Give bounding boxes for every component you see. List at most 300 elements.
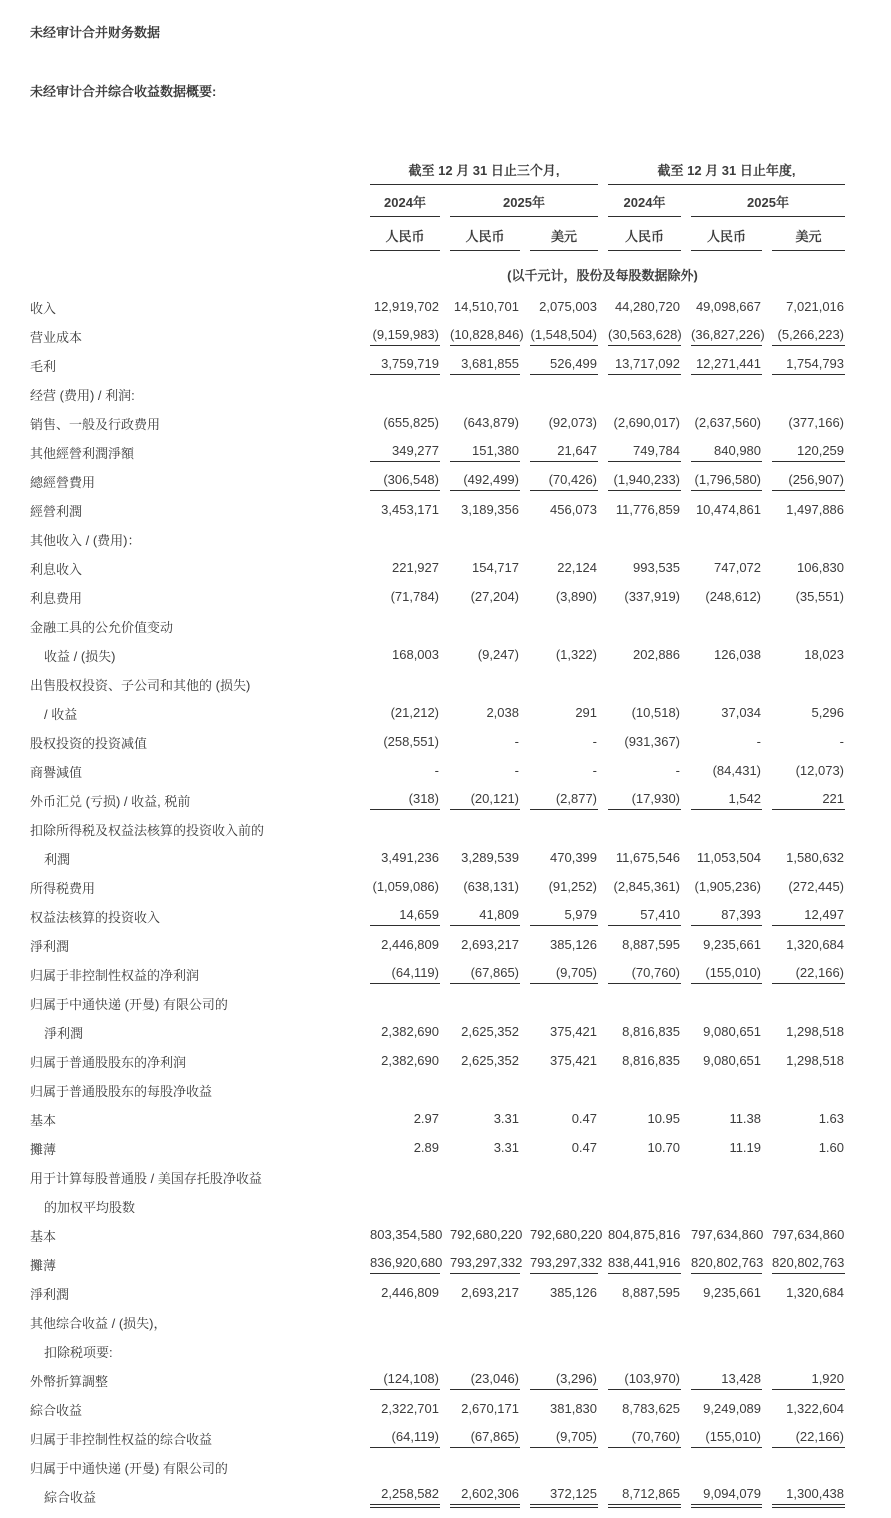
cell-y-2024-rmb — [598, 1424, 681, 1453]
table-row — [30, 1308, 845, 1337]
cell-q-2025-rmb — [440, 728, 520, 757]
cell-q-2025-rmb — [440, 1366, 520, 1395]
currency-header-label: 人民币 — [691, 226, 762, 251]
cell-value: 836,920,680 — [370, 1255, 440, 1274]
cell-y-2025-usd — [762, 1424, 845, 1453]
cell-q-2024-rmb — [360, 554, 440, 583]
table-row — [30, 1105, 845, 1134]
cell-value — [530, 1169, 598, 1186]
cell-y-2025-usd — [762, 960, 845, 989]
cell-q-2024-rmb — [360, 525, 440, 554]
cell-y-2024-rmb — [598, 525, 681, 554]
row-label: 金融工具的公允价值变动 — [30, 620, 174, 635]
cell-value — [691, 1198, 762, 1215]
cell-value — [772, 1169, 845, 1186]
cell-value: (64,119) — [370, 1429, 440, 1448]
table-row — [30, 757, 845, 786]
cell-value: 1,497,886 — [786, 501, 845, 517]
cell-q-2024-rmb — [360, 1453, 440, 1482]
cell-value: (30,563,628) — [608, 327, 681, 346]
cell-q-2025-usd — [520, 757, 598, 786]
cell-q-2025-usd — [520, 670, 598, 699]
cell-q-2025-usd — [520, 380, 598, 409]
cell-y-2025-usd — [762, 1366, 845, 1395]
cell-value: 1,298,518 — [786, 1052, 845, 1068]
cell-y-2025-usd — [762, 1453, 845, 1482]
row-label: 攤薄 — [30, 1142, 57, 1157]
cell-y-2025-usd — [762, 786, 845, 815]
row-label: 出售股权投资、子公司和其他的 (损失) — [30, 678, 251, 693]
cell-value: 375,421 — [550, 1023, 598, 1039]
cell-value: (2,877) — [530, 791, 598, 810]
cell-value: (36,827,226) — [691, 327, 762, 346]
cell-q-2025-rmb — [440, 1308, 520, 1337]
cell-value: 840,980 — [691, 443, 762, 462]
cell-q-2024-rmb — [360, 1221, 443, 1250]
table-row — [30, 1279, 845, 1308]
cell-q-2024-rmb — [360, 438, 440, 467]
cell-q-2025-usd — [520, 583, 598, 612]
cell-value: (17,930) — [608, 791, 681, 810]
row-label-cell — [30, 1337, 360, 1366]
cell-value: (1,322) — [555, 646, 598, 662]
spacer-cell — [30, 156, 360, 188]
cell-value: (91,252) — [548, 878, 598, 894]
cell-y-2025-usd — [762, 583, 845, 612]
cell-value — [608, 676, 681, 693]
cell-value: 3,189,356 — [461, 501, 519, 517]
row-label-cell — [30, 989, 360, 1018]
cell-value: 747,072 — [714, 559, 762, 575]
cell-q-2024-rmb — [360, 1105, 440, 1134]
cell-value: (2,637,560) — [694, 414, 762, 430]
cell-value: 3,681,855 — [450, 356, 520, 375]
cell-y-2024-rmb — [598, 293, 681, 322]
row-label: 其他综合收益 / (损失)， — [30, 1316, 167, 1331]
row-label-cell — [30, 1453, 360, 1482]
cell-y-2024-rmb — [598, 757, 681, 786]
cell-value: 168,003 — [392, 646, 439, 662]
row-label: 外币汇兑 (亏损) / 收益, 税前 — [30, 794, 191, 809]
cell-q-2024-rmb — [360, 902, 440, 931]
cell-q-2025-rmb — [440, 1453, 520, 1482]
cell-q-2025-usd — [520, 438, 598, 467]
cell-value: 381,830 — [550, 1400, 598, 1416]
row-label-cell — [30, 438, 360, 467]
cell-q-2025-usd — [520, 1076, 598, 1105]
row-label-cell — [30, 1279, 360, 1308]
cell-q-2025-rmb — [440, 873, 520, 902]
cell-value: 57,410 — [608, 907, 681, 926]
cell-value — [370, 618, 440, 635]
currency-header — [681, 221, 762, 255]
cell-value: (9,247) — [477, 646, 519, 662]
cell-value — [370, 386, 440, 403]
cell-y-2025-usd — [762, 931, 845, 960]
cell-y-2025-rmb — [681, 786, 762, 815]
cell-value: 21,647 — [530, 443, 598, 462]
row-label: 其他經營利潤淨額 — [30, 446, 135, 461]
cell-value: 3.31 — [493, 1139, 519, 1155]
group-header-quarter-label: 截至 12 月 31 日止三个月, — [370, 160, 598, 185]
cell-q-2025-rmb — [440, 786, 520, 815]
cell-y-2025-rmb — [681, 1250, 762, 1279]
cell-value: 1,320,684 — [786, 936, 845, 952]
cell-q-2024-rmb — [360, 989, 440, 1018]
cell-y-2025-usd — [762, 728, 845, 757]
cell-value — [530, 1314, 598, 1331]
year-header-row — [30, 188, 845, 221]
cell-value: 797,634,860 — [691, 1226, 764, 1242]
cell-value: 14,659 — [370, 907, 440, 926]
cell-q-2025-usd — [520, 1192, 598, 1221]
cell-q-2024-rmb — [360, 409, 440, 438]
cell-value: 9,235,661 — [703, 1284, 762, 1300]
cell-value — [691, 995, 762, 1012]
cell-value — [370, 676, 440, 693]
cell-q-2024-rmb — [360, 873, 440, 902]
cell-q-2024-rmb — [360, 786, 440, 815]
cell-y-2025-usd — [762, 1337, 845, 1366]
cell-y-2025-rmb — [681, 670, 762, 699]
cell-y-2025-rmb — [681, 438, 762, 467]
cell-q-2024-rmb — [360, 641, 440, 670]
cell-value — [450, 995, 520, 1012]
cell-q-2025-usd — [520, 1250, 603, 1279]
cell-q-2024-rmb — [360, 1163, 440, 1192]
cell-y-2025-usd — [762, 351, 845, 380]
row-label: 總經營費用 — [30, 475, 96, 490]
table-row — [30, 960, 845, 989]
cell-value: 7,021,016 — [786, 298, 845, 314]
table-row — [30, 409, 845, 438]
cell-y-2024-rmb — [598, 873, 681, 902]
cell-value — [772, 1082, 845, 1099]
cell-q-2025-usd — [520, 525, 598, 554]
spacer-cell — [30, 221, 360, 255]
cell-value: 349,277 — [370, 443, 440, 462]
cell-value: 11,053,504 — [696, 849, 762, 865]
cell-value: (5,266,223) — [772, 327, 845, 346]
table-body — [30, 293, 845, 1511]
cell-value: (248,612) — [705, 588, 762, 604]
cell-value — [691, 618, 762, 635]
cell-value: 37,034 — [721, 704, 762, 720]
cell-q-2024-rmb — [360, 1192, 440, 1221]
cell-y-2025-rmb — [681, 583, 762, 612]
group-header-year-label: 截至 12 月 31 日止年度, — [608, 160, 845, 185]
cell-q-2024-rmb — [360, 670, 440, 699]
cell-value: 13,428 — [691, 1371, 762, 1390]
cell-value — [370, 1343, 440, 1360]
cell-y-2024-rmb — [598, 467, 681, 496]
cell-value: 456,073 — [550, 501, 598, 517]
cell-q-2025-usd — [520, 1105, 598, 1134]
cell-value: (1,940,233) — [608, 472, 681, 491]
cell-value: 221 — [772, 791, 845, 810]
cell-value: (306,548) — [370, 472, 440, 491]
cell-y-2025-rmb — [681, 380, 762, 409]
row-label: 归属于非控制性权益的综合收益 — [30, 1432, 213, 1447]
cell-value — [530, 1343, 598, 1360]
cell-q-2025-rmb — [440, 1018, 520, 1047]
row-label: 营业成本 — [30, 330, 83, 345]
cell-value: (2,690,017) — [613, 414, 681, 430]
cell-value: (21,212) — [390, 704, 439, 720]
table-row — [30, 322, 845, 351]
cell-value: 526,499 — [530, 356, 598, 375]
currency-header-label: 人民币 — [370, 226, 440, 251]
currency-header-label: 美元 — [772, 226, 845, 251]
cell-y-2025-rmb — [681, 1047, 762, 1076]
cell-value: 1.60 — [818, 1139, 845, 1155]
cell-value: 10.95 — [647, 1110, 681, 1126]
row-label: 扣除税项要: — [44, 1345, 113, 1360]
cell-y-2024-rmb — [598, 641, 681, 670]
cell-y-2025-rmb — [681, 641, 762, 670]
row-label: 攤薄 — [30, 1258, 57, 1273]
section-title: 未经审计合并综合收益数据概要: — [30, 84, 217, 99]
cell-value: 11,776,859 — [615, 501, 681, 517]
cell-value: (71,784) — [390, 588, 439, 604]
cell-value: 1,298,518 — [786, 1023, 845, 1039]
table-row — [30, 1337, 845, 1366]
cell-value: 9,080,651 — [703, 1052, 762, 1068]
cell-value: 470,399 — [550, 849, 598, 865]
cell-value — [370, 1082, 440, 1099]
cell-q-2024-rmb — [360, 815, 440, 844]
cell-value — [370, 821, 440, 838]
cell-q-2025-rmb — [440, 1134, 520, 1163]
cell-y-2025-rmb — [681, 409, 762, 438]
row-label-cell — [30, 931, 360, 960]
row-label-cell — [30, 641, 360, 670]
cell-y-2024-rmb — [598, 1279, 681, 1308]
cell-y-2025-usd — [762, 1134, 845, 1163]
cell-y-2024-rmb — [598, 1308, 681, 1337]
row-label: 归属于中通快递 (开曼) 有限公司的 — [30, 997, 228, 1012]
cell-value: (256,907) — [772, 472, 845, 491]
cell-value: 2,382,690 — [381, 1052, 439, 1068]
cell-value: 10,474,861 — [695, 501, 762, 517]
cell-value — [450, 386, 520, 403]
cell-value — [370, 1198, 440, 1215]
cell-value: - — [756, 733, 762, 749]
cell-q-2025-rmb — [440, 583, 520, 612]
cell-y-2025-usd — [762, 1279, 845, 1308]
row-label-cell — [30, 351, 360, 380]
table-row — [30, 1453, 845, 1482]
table-row — [30, 1482, 845, 1511]
row-label: 归属于普通股股东的净利润 — [30, 1055, 187, 1070]
cell-q-2025-usd — [520, 467, 598, 496]
cell-value: (3,296) — [530, 1371, 598, 1390]
cell-value — [608, 821, 681, 838]
cell-value — [691, 1169, 762, 1186]
cell-q-2025-usd — [520, 1018, 598, 1047]
group-header-year — [598, 156, 845, 188]
cell-value: 2,625,352 — [461, 1052, 519, 1068]
cell-value: 797,634,860 — [772, 1226, 845, 1242]
row-label: 所得税费用 — [30, 881, 96, 896]
cell-q-2025-usd — [520, 989, 598, 1018]
table-row — [30, 728, 845, 757]
row-label: 用于计算每股普通股 / 美国存托股净收益 — [30, 1171, 262, 1186]
cell-y-2025-usd — [762, 612, 845, 641]
cell-value — [691, 1314, 762, 1331]
cell-q-2025-rmb — [440, 409, 520, 438]
cell-y-2025-rmb — [681, 1424, 762, 1453]
cell-q-2025-rmb — [440, 293, 520, 322]
cell-y-2025-usd — [762, 1018, 845, 1047]
cell-y-2025-usd — [762, 293, 845, 322]
cell-y-2025-usd — [762, 322, 845, 351]
group-header-quarter — [360, 156, 598, 188]
cell-value: (10,828,846) — [450, 327, 520, 346]
cell-y-2024-rmb — [598, 1366, 681, 1395]
cell-value — [450, 1459, 520, 1476]
cell-y-2025-rmb — [681, 873, 762, 902]
cell-value: 154,717 — [472, 559, 519, 575]
cell-y-2025-rmb — [681, 322, 765, 351]
cell-q-2025-rmb — [440, 612, 520, 641]
cell-y-2024-rmb — [598, 1047, 681, 1076]
cell-value: 12,497 — [772, 907, 845, 926]
cell-q-2024-rmb — [360, 1047, 440, 1076]
cell-q-2024-rmb — [360, 757, 440, 786]
cell-q-2024-rmb — [360, 1134, 440, 1163]
cell-q-2024-rmb — [360, 1308, 440, 1337]
year-header — [598, 188, 681, 221]
cell-y-2025-rmb — [681, 844, 762, 873]
cell-value: (1,059,086) — [372, 878, 439, 894]
cell-value: 793,297,332 — [530, 1255, 598, 1274]
cell-y-2025-usd — [762, 670, 845, 699]
cell-value — [691, 1082, 762, 1099]
cell-value: 385,126 — [550, 1284, 598, 1300]
row-label: 收益 / (损失) — [44, 649, 116, 664]
row-label: 归属于非控制性权益的净利润 — [30, 968, 200, 983]
row-label: 其他收入 / (费用)： — [30, 533, 141, 548]
cell-value: 2,693,217 — [461, 936, 519, 952]
table-row — [30, 902, 845, 931]
cell-value — [450, 531, 520, 548]
cell-y-2024-rmb — [598, 699, 681, 728]
cell-value — [772, 676, 845, 693]
cell-value: 22,124 — [557, 559, 598, 575]
cell-value: 3,491,236 — [381, 849, 439, 865]
cell-y-2025-usd — [762, 902, 845, 931]
cell-y-2025-usd — [762, 1308, 845, 1337]
cell-y-2024-rmb — [598, 1163, 681, 1192]
cell-value: 11,675,546 — [615, 849, 681, 865]
cell-value: (1,796,580) — [691, 472, 762, 491]
cell-y-2025-usd — [762, 1192, 845, 1221]
cell-value — [772, 386, 845, 403]
cell-y-2025-usd — [762, 1395, 845, 1424]
cell-q-2025-usd — [520, 1279, 598, 1308]
cell-value: 18,023 — [804, 646, 845, 662]
cell-q-2025-usd — [520, 815, 598, 844]
cell-value: 8,887,595 — [622, 1284, 681, 1300]
cell-value — [450, 821, 520, 838]
cell-value: 9,235,661 — [703, 936, 762, 952]
cell-q-2025-rmb — [440, 931, 520, 960]
table-row — [30, 1134, 845, 1163]
cell-y-2025-rmb — [681, 815, 762, 844]
cell-value — [530, 1459, 598, 1476]
cell-y-2025-usd — [762, 380, 845, 409]
table-row — [30, 1395, 845, 1424]
cell-value: (258,551) — [383, 733, 439, 749]
row-label-cell — [30, 1308, 360, 1337]
row-label-cell — [30, 1076, 360, 1105]
cell-q-2025-rmb — [440, 902, 520, 931]
table-row — [30, 380, 845, 409]
row-label-cell — [30, 293, 360, 322]
cell-q-2025-rmb — [440, 380, 520, 409]
cell-value: 2,038 — [486, 704, 519, 720]
table-row — [30, 1047, 845, 1076]
cell-value: 793,297,332 — [450, 1255, 520, 1274]
row-label: 基本 — [30, 1229, 57, 1244]
row-label-cell — [30, 1424, 360, 1453]
row-label: 利潤 — [44, 852, 71, 867]
cell-value: 8,887,595 — [622, 936, 681, 952]
cell-value: 14,510,701 — [453, 298, 519, 314]
row-label: 经营 (费用) / 利润: — [30, 388, 135, 403]
income-statement-table — [30, 156, 845, 1511]
cell-q-2025-usd — [520, 786, 598, 815]
cell-y-2025-rmb — [681, 989, 762, 1018]
table-row — [30, 1366, 845, 1395]
cell-y-2025-usd — [762, 699, 845, 728]
row-label: 权益法核算的投资收入 — [30, 910, 161, 925]
document-title: 未经审计合并财务数据 — [30, 25, 161, 40]
cell-value: 2.97 — [413, 1110, 439, 1126]
table-row — [30, 1076, 845, 1105]
row-label-cell — [30, 1395, 360, 1424]
cell-value: 804,875,816 — [608, 1226, 681, 1242]
cell-value: 2,322,701 — [381, 1400, 439, 1416]
row-label-cell — [30, 1134, 360, 1163]
cell-y-2025-rmb — [681, 1192, 762, 1221]
cell-q-2024-rmb — [360, 1395, 440, 1424]
row-label: 归属于中通快递 (开曼) 有限公司的 — [30, 1461, 228, 1476]
cell-q-2024-rmb — [360, 960, 440, 989]
row-label-cell — [30, 1018, 360, 1047]
cell-value: 792,680,220 — [530, 1226, 603, 1242]
currency-header — [360, 221, 440, 255]
cell-value: 291 — [575, 704, 598, 720]
cell-value — [772, 1343, 845, 1360]
row-label: 毛利 — [30, 359, 57, 374]
cell-y-2025-rmb — [681, 1395, 762, 1424]
cell-value: 8,816,835 — [622, 1052, 681, 1068]
cell-q-2025-usd — [520, 931, 598, 960]
row-label: 淨利潤 — [30, 1287, 70, 1302]
cell-y-2025-rmb — [681, 1308, 762, 1337]
cell-value: (643,879) — [463, 414, 519, 430]
cell-value: 11.19 — [729, 1139, 762, 1155]
cell-q-2025-usd — [520, 1221, 603, 1250]
spacer-cell — [30, 255, 360, 293]
cell-value: (9,159,983) — [370, 327, 440, 346]
year-header — [681, 188, 845, 221]
cell-y-2024-rmb — [598, 583, 681, 612]
row-label: 淨利潤 — [44, 1026, 84, 1041]
cell-value: 10.70 — [647, 1139, 681, 1155]
